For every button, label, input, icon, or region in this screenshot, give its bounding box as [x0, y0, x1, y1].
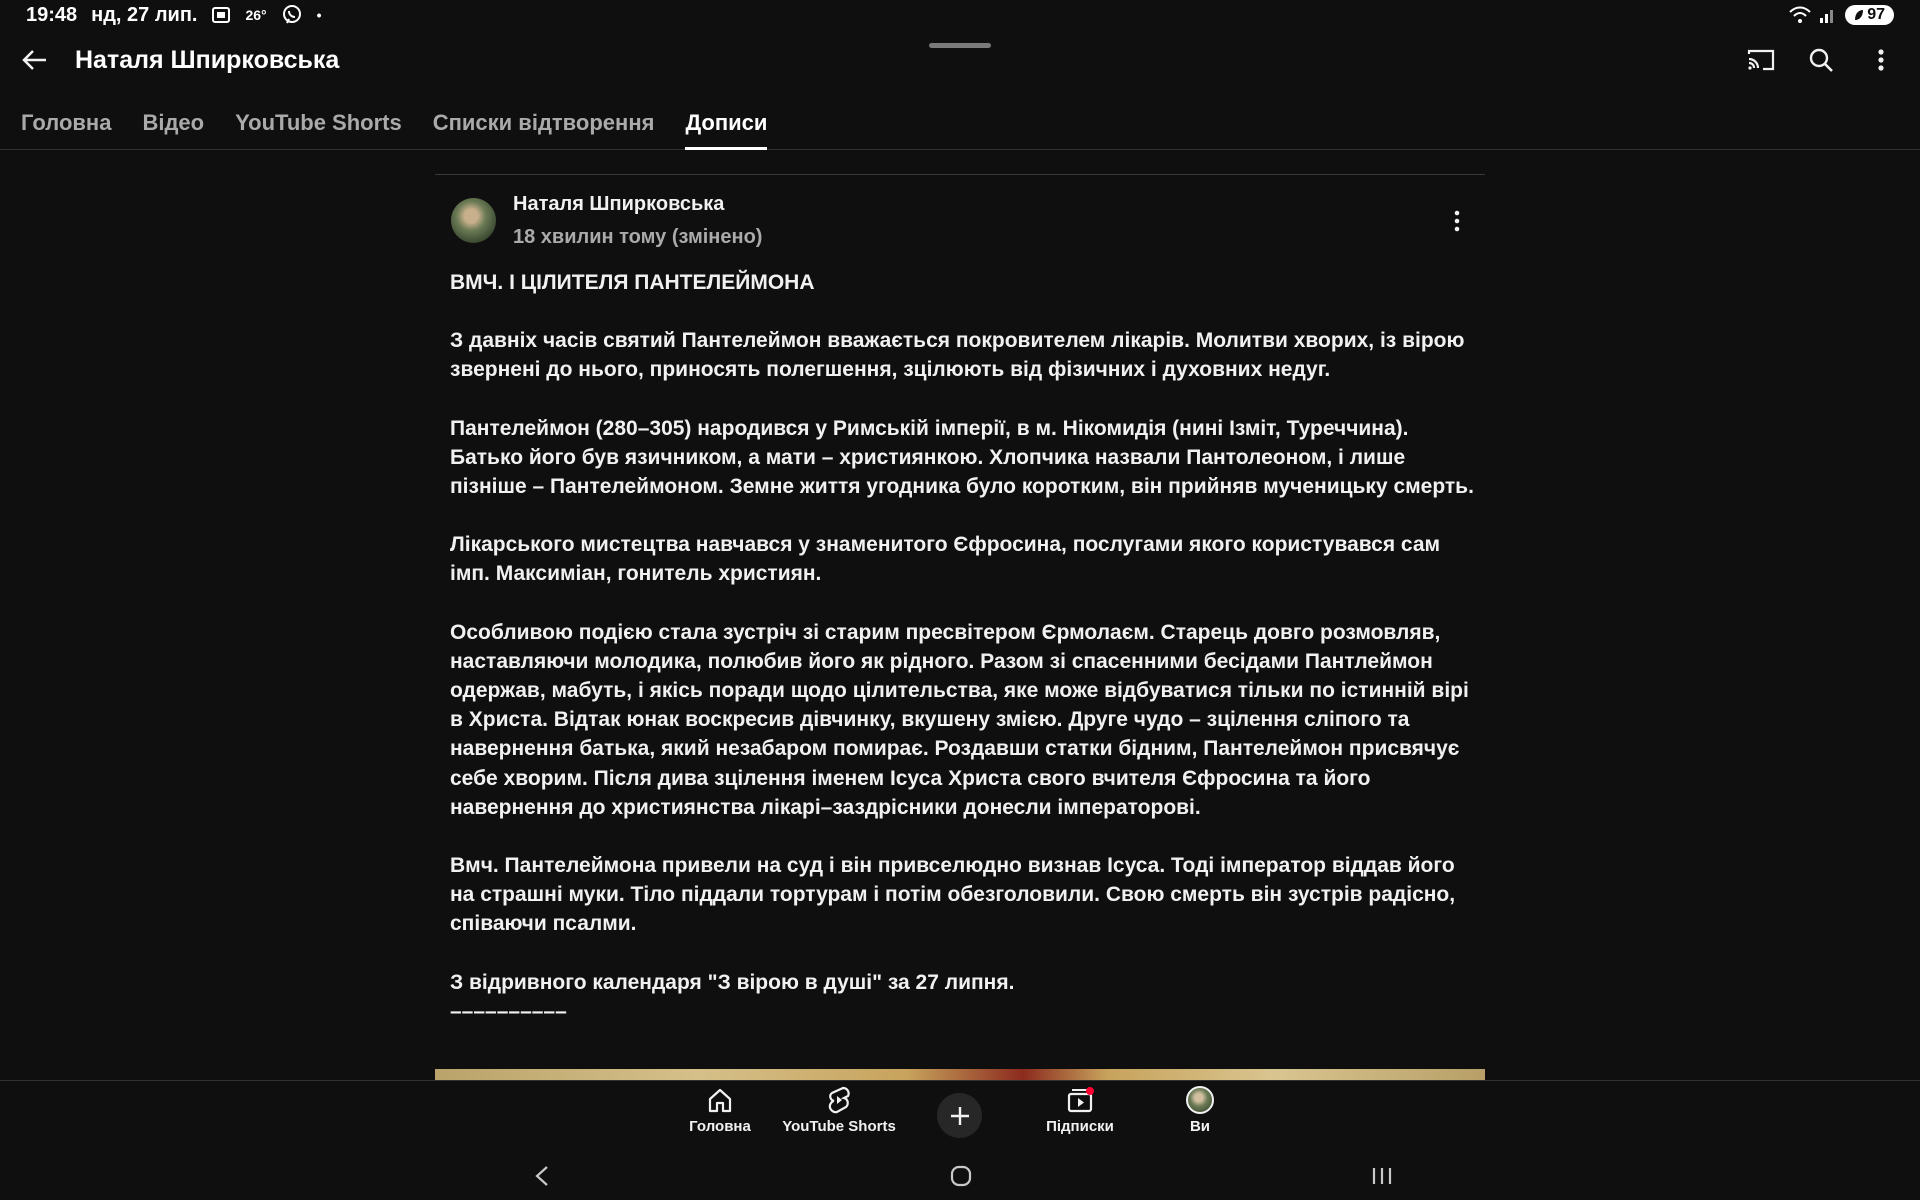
search-button[interactable] [1806, 45, 1836, 75]
profile-avatar [1186, 1086, 1214, 1114]
status-temperature: 26° [245, 7, 267, 23]
tab-home[interactable]: Головна [21, 110, 112, 135]
nav-subscriptions-label: Підписки [1046, 1118, 1114, 1135]
post-paragraph: Вмч. Пантелеймона привели на суд і він привселюдно визнав Ісуса. Тоді імператор віддав його на страшні муки. Тіло піддали тортурам і потім обезголовили. Свою смерть він зустрів радісно, співаючи псалми. [450, 854, 1456, 936]
create-button[interactable] [937, 1093, 982, 1138]
back-button[interactable] [20, 45, 50, 75]
post-paragraph: З давніх часів святий Пантелеймон вважається покровителем лікарів. Молитви хворих, із вірою звернені до нього, приносять полегшення, зцілюють від фізичних і духовних недуг. [450, 329, 1465, 382]
channel-title: Наталя Шпирковська [75, 45, 340, 74]
nav-shorts-label: YouTube Shorts [782, 1118, 896, 1135]
post-author[interactable]: Наталя Шпирковська [513, 193, 725, 215]
post-image[interactable] [435, 1069, 1485, 1080]
cast-icon [1747, 48, 1775, 72]
nav-you[interactable] [1140, 1085, 1260, 1135]
recents-icon [1371, 1166, 1393, 1186]
nav-you-label: Ви [1189, 1118, 1211, 1135]
channel-tabs [0, 96, 1920, 150]
system-recents-button[interactable] [1362, 1160, 1402, 1192]
status-time: 19:48 [26, 3, 78, 26]
post-body [450, 268, 1475, 1026]
subscriptions-icon [1065, 1085, 1095, 1115]
community-post [435, 151, 1485, 1080]
status-date: нд, 27 лип. [91, 3, 198, 26]
content-area [0, 151, 1920, 1080]
notification-dot [1086, 1087, 1094, 1095]
post-paragraph: Пантелеймон (280–305) народився у Римській імперії, в м. Нікомидія (нині Ізміт, Туреччина). Батько його був язичником, а мати – християнкою. Хлопчика назвали Пантолеоном, і лише пізніше – Пантелеймоном. Земне життя угодника було коротким, він прийняв мученицьку смерть. [450, 416, 1474, 499]
post-separator: –––––––––– [450, 999, 567, 1023]
app-header [0, 32, 1920, 88]
bottom-navigation [0, 1080, 1920, 1152]
nav-home[interactable] [660, 1085, 780, 1135]
screenshot-icon [211, 5, 231, 25]
kebab-menu-icon [1877, 48, 1885, 72]
post-menu-button[interactable] [1445, 209, 1469, 233]
post-timestamp: 18 хвилин тому (змінено) [513, 226, 763, 248]
nav-shorts[interactable] [779, 1085, 899, 1135]
post-heading: ВМЧ. І ЦІЛИТЕЛЯ ПАНТЕЛЕЙМОНА [450, 271, 815, 294]
viber-icon [281, 4, 303, 26]
battery-level: 97 [1867, 6, 1885, 23]
system-home-button[interactable] [941, 1160, 981, 1192]
kebab-menu-icon [1454, 210, 1460, 232]
tab-playlists[interactable]: Списки відтворення [432, 110, 655, 135]
search-icon [1808, 47, 1834, 73]
home-icon [705, 1085, 735, 1115]
tab-posts[interactable]: Дописи [685, 96, 767, 150]
nav-home-label: Головна [689, 1118, 751, 1135]
post-paragraph: Особливою подією стала зустріч зі старим пресвітером Єрмолаєм. Старець довго розмовляв, наставляючи молодика, полюбив його як рідного. Разом зі спасенними бесідами Пантлеймон одержав, мабуть, і якісь поради щодо цілительства, яке може відбуватися тільки по істинній вірі в Христа. Відтак юнак воскресив дівчинку, вкушену змією. Друге чудо – зцілення сліпого та навернення батька, який незабаром помирає. Роздавши статки бідним, Пантелеймон присвячує себе хворим. Після дива зцілення іменем Ісуса Христа свого вчителя Єфросина та його навернення до християнства лікарі–заздрісники донесли імператорові. [450, 620, 1469, 819]
tab-shorts[interactable]: YouTube Shorts [235, 110, 402, 135]
home-circle-icon [949, 1164, 973, 1188]
status-dot: • [316, 7, 322, 23]
signal-icon [1819, 6, 1837, 24]
status-bar [0, 0, 1920, 30]
post-paragraph: Лікарського мистецтва навчався у знаменитого Єфросина, послугами якого користувався сам імп. Максиміан, гонитель християн. [450, 533, 1441, 586]
battery-leaf-icon [1854, 9, 1864, 21]
battery-indicator [1845, 5, 1894, 25]
post-header [451, 193, 763, 249]
wifi-icon [1789, 6, 1811, 24]
system-back-button[interactable] [522, 1160, 562, 1192]
tab-videos[interactable]: Відео [142, 110, 205, 135]
shorts-icon [824, 1085, 854, 1115]
author-avatar[interactable] [451, 198, 496, 243]
cast-button[interactable] [1746, 45, 1776, 75]
more-options-button[interactable] [1866, 45, 1896, 75]
chevron-left-icon [534, 1165, 550, 1187]
post-source: З відривного календаря "З вірою в душі" за 27 липня. [450, 970, 1015, 994]
divider [435, 174, 1485, 175]
plus-icon [949, 1105, 971, 1127]
system-navigation [0, 1152, 1920, 1200]
nav-subscriptions[interactable] [1020, 1085, 1140, 1135]
back-arrow-icon [22, 49, 48, 71]
